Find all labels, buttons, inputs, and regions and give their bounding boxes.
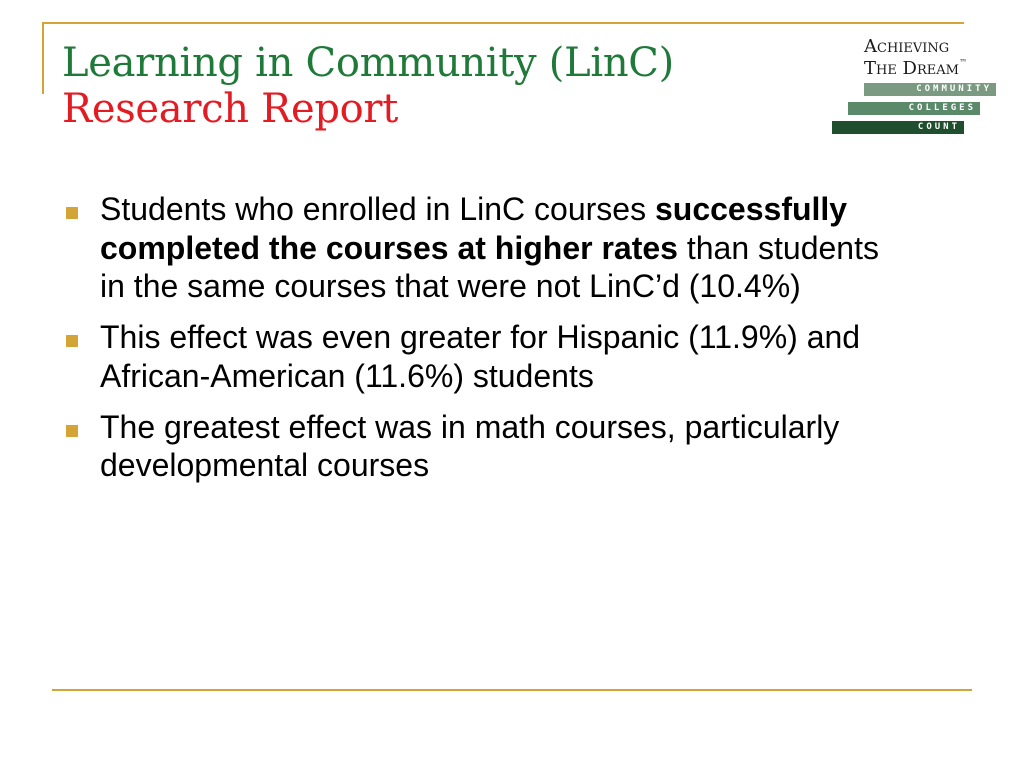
square-bullet-icon [66,207,78,219]
bullet-1-bold-text: successfully completed the courses at higher rates [100,191,848,266]
logo-line-2: The Dream™ [864,58,967,79]
bullet-1-text-end: than students in the same courses that were not LinC’d (10.4%) [100,229,879,305]
slide-title [62,40,674,132]
logo-bar-colleges: COLLEGES [848,102,980,115]
title-line-1: Learning in Community (LinC) [62,40,674,86]
top-rule [42,22,964,24]
logo-line-1: Achieving [864,36,950,57]
achieving-the-dream-logo [830,36,1000,140]
title-line-2: Research Report [62,86,399,132]
bullet-item-3 [64,408,904,485]
bullet-item-1 [64,190,904,306]
bullet-2-text: This effect was even greater for Hispanic (11.9%) and African-American (11.6%) students [100,319,861,394]
bullet-list [64,190,904,497]
bullet-3-text: The greatest effect was in math courses, particularly developmental courses [100,408,840,484]
square-bullet-icon [66,335,78,347]
logo-bar-community: COMMUNITY [864,83,996,96]
logo-bar-count: COUNT [832,121,964,134]
bottom-rule [52,689,972,691]
square-bullet-icon [66,425,78,437]
bullet-1-text-start: Students who enrolled in LinC courses [100,191,655,227]
left-rule [42,22,44,94]
bullet-item-2 [64,318,904,395]
